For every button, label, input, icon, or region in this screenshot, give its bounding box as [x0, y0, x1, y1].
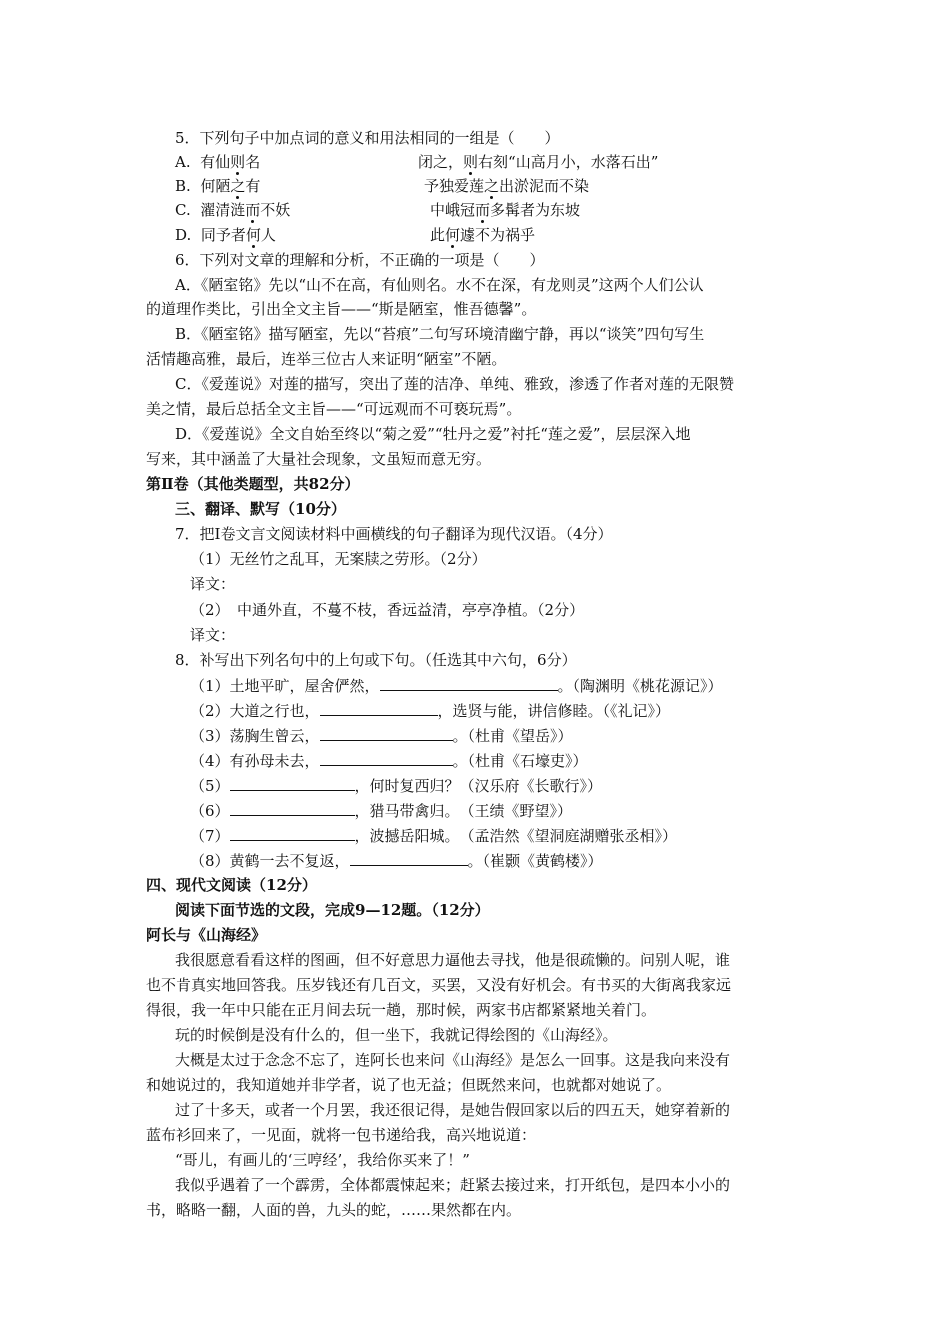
- q8-item: （1）土地平旷，屋舍俨然， 。（陶渊明《桃花源记》）: [190, 677, 723, 695]
- q5-option-b-right: 予独爱莲之出淤泥而不染: [424, 177, 590, 195]
- passage-line: 和她说过的，我知道她并非学者，说了也无益；但既然来问，也就都对她说了。: [146, 1076, 672, 1094]
- translation-label-2: 译文：: [190, 626, 236, 644]
- q7-item-2: （2） 中通外直，不蔓不枝，香远益清，亭亭净植。（2分）: [190, 601, 585, 619]
- q5-option-b: B. 何陋之有: [175, 177, 261, 195]
- q6-option-a-line2: 的道理作类比，引出全文主旨——“斯是陋室，惟吾德馨”。: [146, 300, 537, 318]
- q6-option-c-line1: C．《爱莲说》对莲的描写，突出了莲的洁净、单纯、雅致，渗透了作者对莲的无限赞: [175, 375, 734, 393]
- q5-option-a: A. 有仙则名: [175, 153, 261, 171]
- q6-option-b-line1: B．《陋室铭》描写陋室，先以“苔痕”二句写环境清幽宁静，再以“谈笑”四句写生: [175, 325, 705, 343]
- q5-option-c: C. 濯清涟而不妖: [175, 201, 291, 219]
- dotted-word: 何: [245, 226, 261, 244]
- q8-item: （4）有孙母未去， 。（杜甫《石壕吏》）: [190, 752, 588, 770]
- dotted-word: 而: [475, 201, 491, 219]
- fill-blank[interactable]: [320, 725, 453, 741]
- fill-blank[interactable]: [230, 825, 355, 841]
- passage-title: 阿长与《山海经》: [146, 926, 267, 944]
- passage-line: 过了十多天，或者一个月罢，我还很记得，是她告假回家以后的四五天，她穿着新的: [175, 1101, 731, 1119]
- q8-item: （6） ，猎马带禽归。 （王绩《野望》）: [190, 802, 573, 820]
- passage-line: 蓝布衫回来了，一见面，就将一包书递给我，高兴地说道：: [146, 1126, 537, 1144]
- q5-option-d: D. 同予者何人: [175, 226, 276, 244]
- dotted-word: 则: [463, 153, 479, 171]
- passage-line: 也不肯真实地回答我。压岁钱还有几百文，买罢，又没有好机会。有书买的大街离我家远: [146, 976, 732, 994]
- part2-heading: 第Ⅱ卷（其他类题型，共82分）: [146, 475, 360, 493]
- q5-stem: 5．下列句子中加点词的意义和用法相同的一组是（ ）: [175, 129, 560, 147]
- dotted-word: 何: [445, 226, 461, 244]
- q7-item-1: （1）无丝竹之乱耳，无案牍之劳形。（2分）: [190, 550, 487, 568]
- reading-instruction: 阅读下面节选的文段，完成9—12题。（12分）: [175, 901, 490, 919]
- dotted-word: 则: [230, 153, 246, 171]
- passage-line: “哥儿，有画儿的‘三哼经’，我给你买来了！”: [175, 1151, 470, 1169]
- q8-item: （5） ，何时复西归？（汉乐府《长歌行》）: [190, 777, 603, 795]
- q6-option-d-line1: D．《爱莲说》全文自始至终以“菊之爱”“牡丹之爱”衬托“莲之爱”，层层深入地: [175, 425, 691, 443]
- fill-blank[interactable]: [380, 675, 558, 691]
- q5-option-a-right: 闭之，则右刻“山高月小，水落石出”: [418, 153, 659, 171]
- q7-stem: 7．把Ⅰ卷文言文阅读材料中画横线的句子翻译为现代汉语。（4分）: [175, 525, 613, 543]
- q8-item: （8）黄鹤一去不复返， 。（崔颢《黄鹤楼》）: [190, 852, 603, 870]
- q6-option-c-line2: 美之情，最后总括全文主旨——“可远观而不可亵玩焉”。: [146, 400, 522, 418]
- fill-blank[interactable]: [320, 750, 453, 766]
- fill-blank[interactable]: [350, 850, 468, 866]
- fill-blank[interactable]: [230, 775, 355, 791]
- q5-option-c-right: 中峨冠而多髯者为东坡: [430, 201, 581, 219]
- passage-line: 大概是太过于念念不忘了，连阿长也来问《山海经》是怎么一回事。这是我向来没有: [175, 1051, 731, 1069]
- passage-line: 我似乎遇着了一个霹雳，全体都震悚起来；赶紧去接过来，打开纸包，是四本小小的: [175, 1176, 731, 1194]
- dotted-word: 之: [484, 177, 500, 195]
- q6-option-b-line2: 活情趣高雅，最后，连举三位古人来证明“陋室”不陋。: [146, 350, 507, 368]
- q8-item: （3）荡胸生曾云， 。（杜甫《望岳》）: [190, 727, 573, 745]
- q6-option-d-line2: 写来，其中涵盖了大量社会现象，文虽短而意无穷。: [146, 450, 492, 468]
- q8-item: （2）大道之行也， ，选贤与能，讲信修睦。（《礼记》）: [190, 702, 671, 720]
- dotted-word: 而: [245, 201, 261, 219]
- q5-option-d-right: 此何遽不为祸乎: [430, 226, 536, 244]
- fill-blank[interactable]: [230, 800, 355, 816]
- q6-stem: 6．下列对文章的理解和分析，不正确的一项是（ ）: [175, 251, 545, 269]
- fill-blank[interactable]: [320, 700, 438, 716]
- section4-heading: 四、现代文阅读（12分）: [146, 876, 317, 894]
- translation-label-1: 译文：: [190, 575, 236, 593]
- passage-line: 书，略略一翻，人面的兽，九头的蛇，……果然都在内。: [146, 1201, 522, 1219]
- q8-stem: 8．补写出下列名句中的上句或下句。（任选其中六句，6分）: [175, 651, 577, 669]
- q6-option-a-line1: A．《陋室铭》先以“山不在高，有仙则名。水不在深，有龙则灵”这两个人们公认: [175, 276, 704, 294]
- passage-line: 得很，我一年中只能在正月间去玩一趟，那时候，两家书店都紧紧地关着门。: [146, 1001, 657, 1019]
- passage-line: 玩的时候倒是没有什么的，但一坐下，我就记得绘图的《山海经》。: [175, 1026, 618, 1044]
- passage-line: 我很愿意看看这样的图画，但不好意思力逼他去寻找，他是很疏懒的。问别人呢，谁: [175, 951, 731, 969]
- q8-item: （7） ，波撼岳阳城。 （孟浩然《望洞庭湖赠张丞相》）: [190, 827, 678, 845]
- dotted-word: 之: [230, 177, 246, 195]
- section3-heading: 三、翻译、默写（10分）: [175, 500, 346, 518]
